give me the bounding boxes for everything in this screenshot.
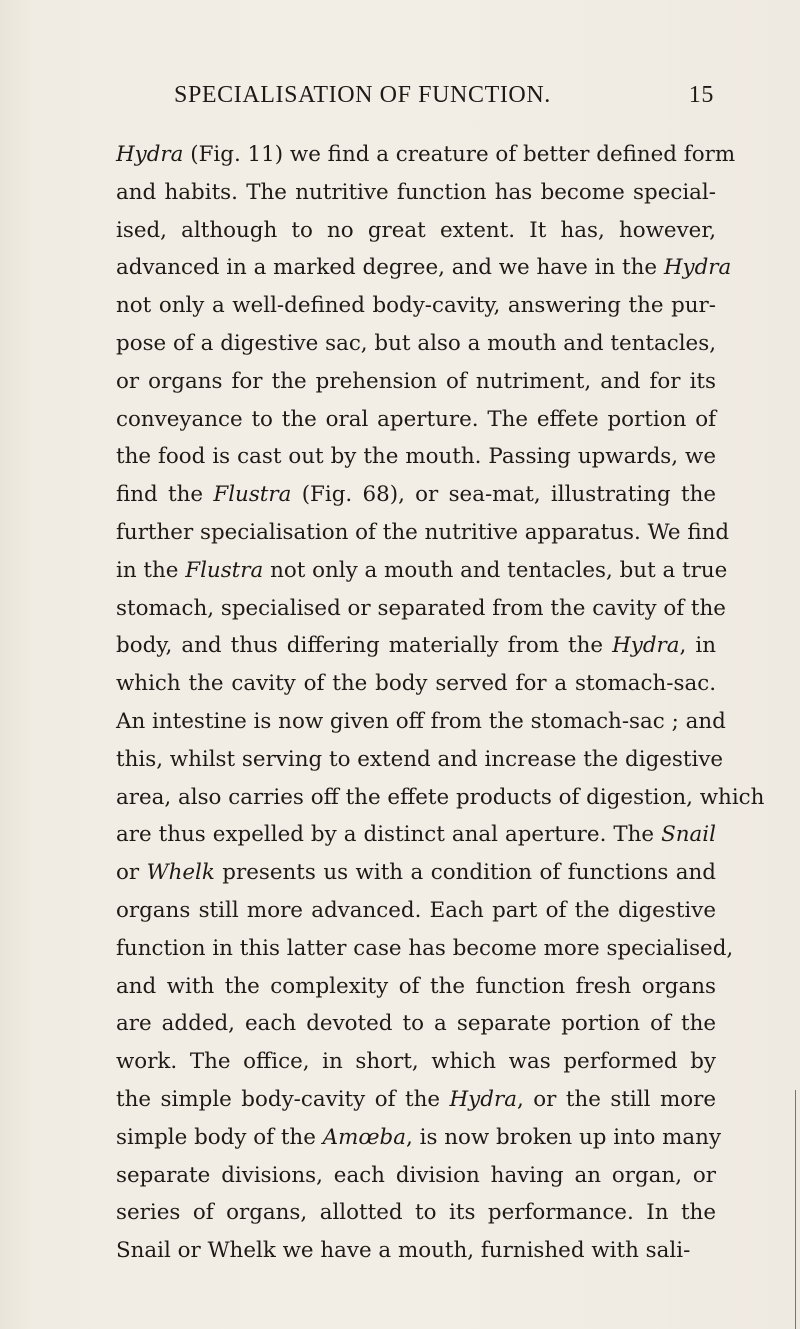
text-line [116, 253, 732, 291]
text-line [116, 707, 726, 745]
text-run: advanced in a marked degree, and we have in the [116, 255, 664, 281]
text-line [116, 594, 726, 632]
text-line [116, 1123, 722, 1161]
text-line [116, 329, 716, 367]
text-run: (Fig. 68), or sea-mat, illustrating the [291, 482, 717, 508]
text-run: presents us with a condition of functions and [214, 860, 716, 886]
italic-term: Hydra [116, 142, 184, 167]
italic-term: Hydra [663, 255, 732, 281]
text-run: further specialisation of the nutritive apparatus. We find [116, 519, 730, 545]
text-run: and with the complexity of the function fresh organs [116, 973, 716, 999]
text-run: find the [116, 482, 214, 508]
text-run: which the cavity of the body served for a stomach-sac. [116, 671, 716, 697]
text-line [116, 405, 716, 443]
italic-term: Amœba [322, 1124, 406, 1150]
text-line [116, 480, 716, 518]
text-line [116, 934, 734, 972]
text-run: in the [116, 557, 186, 583]
text-line [116, 518, 730, 556]
text-run: Snail or Whelk we have a mouth, furnished with sali- [116, 1238, 691, 1264]
text-run: conveyance to the oral aperture. The effete portion of [116, 406, 716, 432]
text-run: An intestine is now given off from the stomach-sac ; and [116, 708, 726, 734]
text-run: this, whilst serving to extend and increase the digestive [116, 746, 724, 772]
italic-term: Flustra [213, 482, 292, 508]
running-header [174, 82, 714, 112]
text-run: body, and thus differing materially from the [116, 633, 613, 659]
text-run: function in this latter case has become more specialised, [116, 935, 734, 961]
text-run: organs still more advanced. Each part of the digestive [116, 897, 716, 923]
page-edge-shadow [795, 1090, 796, 1329]
text-run: stomach, specialised or separated from the cavity of the [116, 595, 726, 621]
text-run: ised, although to no great extent. It has, however, [116, 217, 716, 243]
text-line [116, 556, 728, 594]
text-line [116, 1161, 716, 1199]
text-run: , is now broken up into many [406, 1124, 722, 1150]
text-line [116, 140, 736, 178]
text-run: separate divisions, each division having an organ, or [116, 1162, 716, 1188]
text-run: , in [679, 633, 717, 659]
running-title: SPECIALISATION OF FUNCTION. [174, 82, 551, 108]
text-run: area, also carries off the effete products of digestion, which [116, 784, 765, 810]
italic-term: Flustra [185, 557, 264, 583]
text-line [116, 972, 716, 1010]
italic-term: Hydra [449, 1086, 517, 1112]
text-run: the food is cast out by the mouth. Passing upwards, we [116, 444, 716, 470]
text-run: pose of a digestive sac, but also a mouth and tentacles, [116, 330, 716, 356]
text-line [116, 1047, 716, 1085]
text-run: not only a mouth and tentacles, but a true [263, 557, 728, 583]
text-line [116, 1009, 716, 1047]
italic-term: Hydra [612, 633, 680, 659]
text-line [116, 631, 716, 669]
text-line [116, 745, 724, 783]
text-line [116, 442, 716, 480]
text-run: are added, each devoted to a separate portion of the [116, 1011, 716, 1037]
text-line [116, 367, 716, 405]
italic-term: Whelk [146, 860, 215, 886]
text-line [116, 669, 716, 707]
text-line [116, 858, 716, 896]
text-line [116, 1085, 716, 1123]
text-run: series of organs, allotted to its performance. In the [116, 1200, 716, 1226]
text-run: or organs for the prehension of nutriment, and for its [116, 368, 716, 394]
text-line [116, 291, 716, 329]
italic-term: Snail [661, 822, 716, 848]
body-text [116, 140, 765, 1274]
text-line [116, 1198, 716, 1236]
page-number: 15 [688, 82, 714, 108]
text-line [116, 1236, 716, 1274]
text-line [116, 216, 716, 254]
text-run: (Fig. 11) we find a creature of better defined form [183, 142, 736, 167]
text-run: and habits. The nutritive function has become special- [116, 179, 716, 205]
text-run: the simple body-cavity of the [116, 1086, 450, 1112]
text-line [116, 178, 716, 216]
text-line [116, 896, 716, 934]
text-run: work. The office, in short, which was performed by [116, 1049, 716, 1075]
text-run: or [116, 860, 147, 886]
text-run: , or the still more [516, 1086, 716, 1112]
text-line [116, 783, 765, 821]
text-line [116, 820, 716, 858]
text-run: simple body of the [116, 1124, 323, 1150]
text-run: are thus expelled by a distinct anal aperture. The [116, 822, 662, 848]
text-run: not only a well-defined body-cavity, answering the pur- [116, 293, 716, 319]
